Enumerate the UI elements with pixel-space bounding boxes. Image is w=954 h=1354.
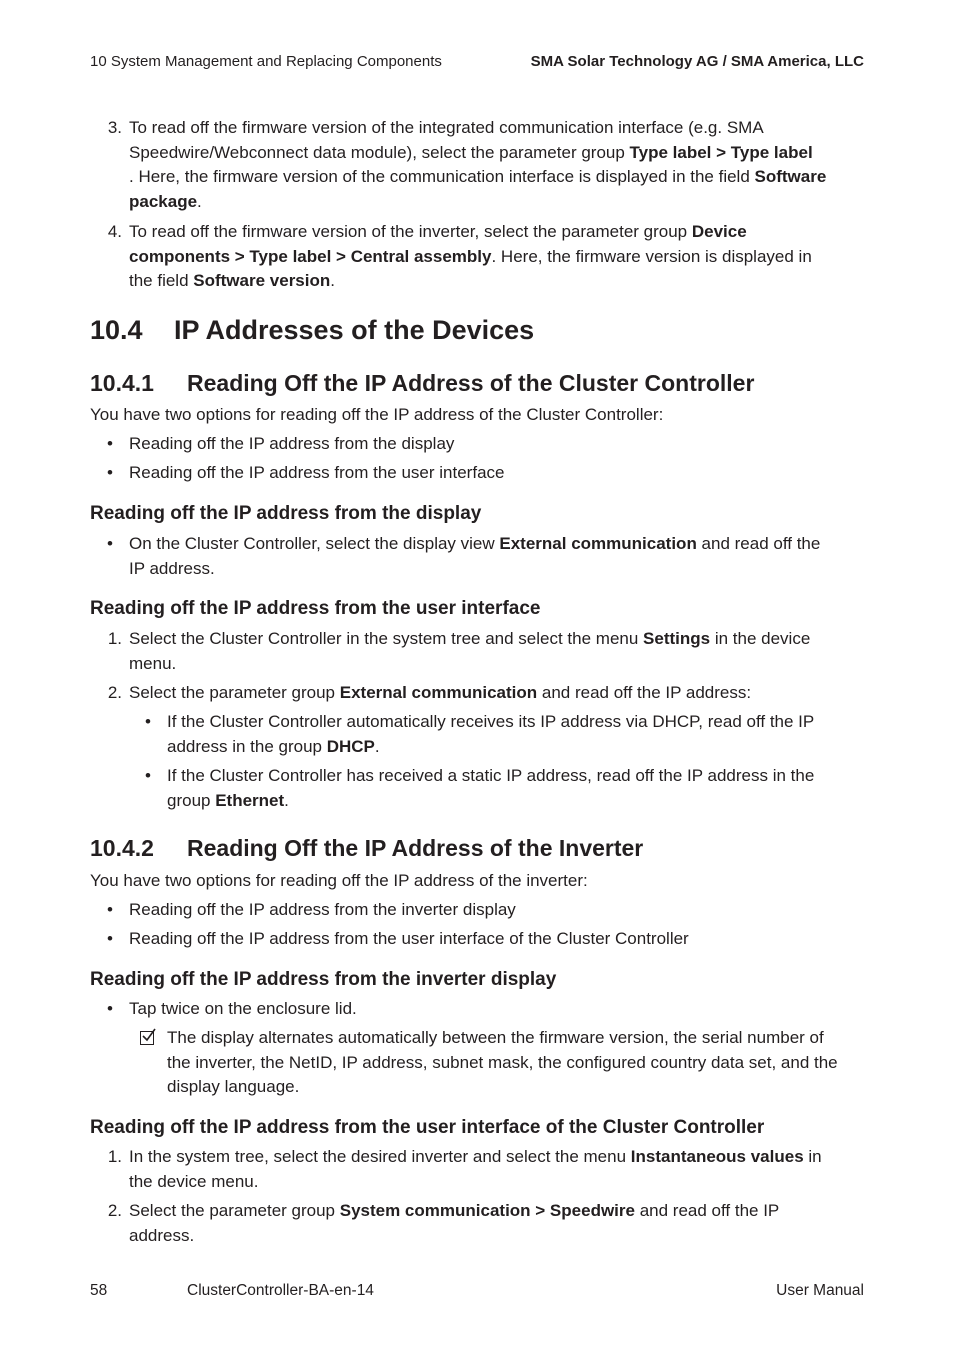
emphasis-term: External communication: [499, 534, 697, 553]
emphasis-term: Device: [691, 222, 747, 241]
step-line: components > Type label > Central assembly. Here, the firmware version is displayed in: [129, 246, 812, 266]
emphasis-term: Settings: [643, 629, 711, 648]
section-title: Reading Off the IP Address of the Cluster Controller: [187, 370, 755, 396]
step-number: 4.: [107, 222, 122, 241]
bullet-line: IP address.: [129, 558, 215, 578]
result-line: the inverter, the NetID, IP address, subnet mask, the configured country data set, and the: [167, 1052, 838, 1072]
document-id: ClusterController-BA-en-14: [187, 1282, 374, 1299]
bullet-mark: •: [145, 712, 151, 731]
bullet-mark: •: [107, 929, 113, 948]
section-title: IP Addresses of the Devices: [174, 315, 535, 345]
sub-bullet-line: address in the group DHCP.: [167, 736, 380, 756]
step-line: To read off the firmware version of the inverter, select the parameter group Device: [129, 222, 747, 241]
result-line: display language.: [167, 1077, 300, 1096]
emphasis-term: components > Type label > Central assembly: [129, 246, 492, 266]
bullet-mark: •: [107, 463, 113, 482]
step-line: address.: [129, 1225, 195, 1245]
running-header-chapter: 10 System Management and Replacing Components: [90, 53, 442, 70]
emphasis-term: Software version: [193, 271, 331, 290]
subheading: Reading off the IP address from the user interface of the Cluster Controller: [90, 1117, 765, 1138]
option-item: Reading off the IP address from the display: [129, 434, 455, 453]
section-heading-10-4: [90, 314, 534, 346]
bullet-mark: •: [145, 766, 151, 785]
document-type: User Manual: [776, 1282, 864, 1299]
option-item: Reading off the IP address from the user interface of the Cluster Controller: [129, 929, 689, 948]
check-mark-icon: [141, 1028, 157, 1044]
subheading: Reading off the IP address from the display: [90, 503, 482, 524]
running-header-company: SMA Solar Technology AG / SMA America, LLC: [530, 53, 864, 70]
emphasis-term: Ethernet: [215, 790, 285, 810]
section-heading-10-4-1: [90, 368, 754, 398]
step-line: Select the Cluster Controller in the system tree and select the menu Settings in the device: [129, 629, 811, 648]
step-number: 2.: [107, 1201, 122, 1220]
section-number: 10.4.2: [90, 835, 154, 861]
subheading: Reading off the IP address from the inverter display: [90, 969, 557, 990]
step-line: the field Software version.: [129, 271, 335, 290]
checkbox-result-icon: [140, 1031, 154, 1045]
step-line: package.: [129, 191, 202, 211]
option-item: Reading off the IP address from the user interface: [129, 463, 505, 482]
step-line: Speedwire/Webconnect data module), select the parameter group Type label > Type label: [129, 142, 813, 162]
section-number: 10.4.1: [90, 370, 154, 396]
step-line: To read off the firmware version of the integrated communication interface (e.g. SMA: [129, 118, 764, 137]
bullet-line: Tap twice on the enclosure lid.: [129, 999, 357, 1018]
emphasis-term: System communication > Speedwire: [339, 1201, 635, 1220]
bullet-mark: •: [107, 900, 113, 919]
step-number: 2.: [107, 683, 122, 702]
result-line: The display alternates automatically between the firmware version, the serial number of: [167, 1028, 824, 1047]
emphasis-term: External communication: [339, 683, 538, 702]
sub-bullet-line: group Ethernet.: [167, 790, 289, 810]
step-line: . Here, the firmware version of the communication interface is displayed in the field Software: [129, 167, 827, 186]
section-intro: You have two options for reading off the IP address of the inverter:: [90, 871, 588, 890]
section-intro: You have two options for reading off the IP address of the Cluster Controller:: [90, 405, 664, 424]
step-number: 1.: [107, 629, 122, 648]
page-number: 58: [90, 1282, 108, 1299]
emphasis-term: DHCP: [326, 736, 375, 756]
emphasis-term: package: [129, 191, 198, 211]
step-line: In the system tree, select the desired inverter and select the menu Instantaneous values in: [129, 1147, 822, 1166]
section-heading-10-4-2: [90, 833, 643, 863]
step-number: 3.: [107, 118, 122, 137]
step-number: 1.: [107, 1147, 122, 1166]
bullet-line: On the Cluster Controller, select the display view External communication and read off the: [129, 534, 821, 553]
subheading: Reading off the IP address from the user interface: [90, 598, 541, 619]
bullet-mark: •: [107, 999, 113, 1018]
sub-bullet-line: If the Cluster Controller automatically receives its IP address via DHCP, read off the IP: [167, 712, 815, 731]
sub-bullet-line: If the Cluster Controller has received a static IP address, read off the IP address in the: [167, 766, 815, 785]
step-line: menu.: [129, 653, 177, 673]
emphasis-term: Instantaneous values: [630, 1147, 804, 1166]
step-line: the device menu.: [129, 1171, 259, 1191]
bullet-mark: •: [107, 434, 113, 453]
bullet-mark: •: [107, 534, 113, 553]
emphasis-term: Software: [754, 167, 827, 186]
option-item: Reading off the IP address from the inverter display: [129, 900, 516, 919]
section-number: 10.4: [90, 315, 143, 345]
step-line: Select the parameter group External communication and read off the IP address:: [129, 683, 752, 702]
step-line: Select the parameter group System communication > Speedwire and read off the IP: [129, 1201, 780, 1220]
section-title: Reading Off the IP Address of the Inverter: [187, 835, 644, 861]
emphasis-term: Type label > Type label: [629, 142, 813, 162]
